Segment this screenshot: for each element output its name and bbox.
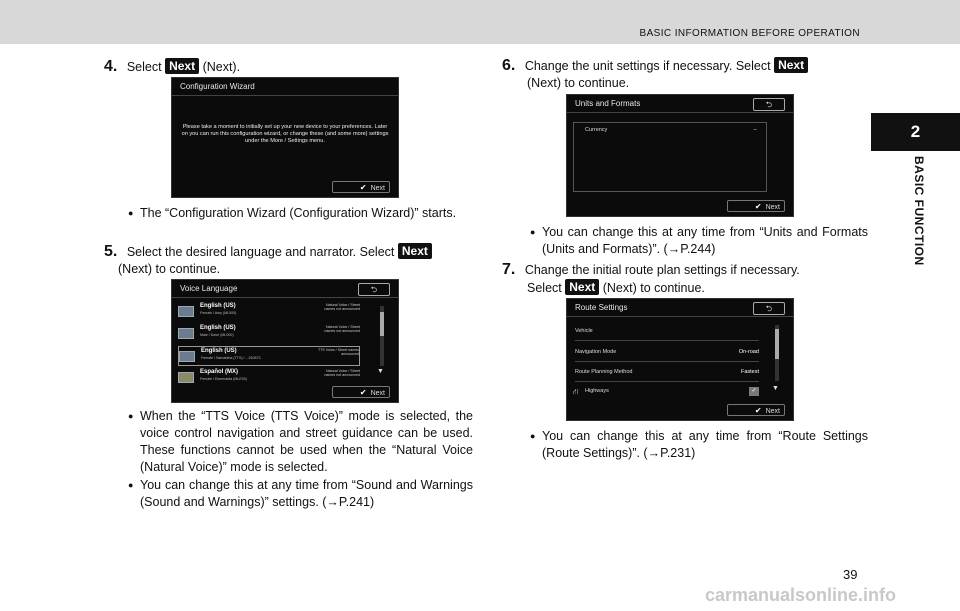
step-text: (Next) to continue.: [602, 281, 705, 295]
language-row-selected[interactable]: [178, 346, 360, 366]
language-row[interactable]: [178, 324, 360, 344]
us-flag-icon: [178, 306, 194, 317]
narrator-detail: Female / Samantha (TTS) / ...240873: [201, 356, 261, 360]
step-text: Select: [126, 60, 162, 74]
setting-label: Highways: [585, 388, 609, 394]
check-icon: ✔: [754, 406, 762, 415]
setting-value: --: [753, 127, 757, 133]
watermark: carmanualsonline.info: [705, 585, 897, 605]
next-button-label: Next: [370, 185, 385, 192]
narrator-detail: Female / Amy (ML000): [200, 311, 237, 315]
step-text: Select the desired language and narrator. Select: [126, 245, 395, 259]
divider: [172, 95, 398, 96]
screen-title: Configuration Wizard: [180, 82, 255, 91]
navigation-mode-row[interactable]: [575, 344, 759, 361]
bullet-item: ● You can change this at any time from “Route Settings (Route Settings)”. (→P.231): [530, 428, 868, 462]
back-arrow-icon: ⮌: [370, 285, 378, 294]
next-button[interactable]: [332, 181, 390, 193]
chapter-tab: 2: [871, 113, 960, 151]
setting-label: Vehicle: [575, 328, 593, 334]
units-formats-screen: [566, 94, 794, 217]
highways-row[interactable]: [573, 383, 759, 400]
highway-icon: ⛙: [573, 387, 579, 396]
highways-checkbox[interactable]: ✓: [749, 387, 759, 396]
bullet-item: ● The “Configuration Wizard (Configuration Wizard)” starts.: [128, 205, 473, 222]
step-text: Select: [527, 281, 562, 295]
voice-type: TTS Voice / Street names announced: [318, 348, 359, 357]
back-arrow-icon: ⮌: [765, 100, 773, 109]
divider: [567, 316, 793, 317]
setting-label: Currency: [585, 127, 608, 133]
language-row[interactable]: [178, 302, 360, 322]
scrollbar-thumb[interactable]: [380, 312, 384, 336]
page-number: 39: [843, 567, 858, 582]
voice-type: Natural Voice / Street names not announced: [324, 303, 360, 312]
next-badge: Next: [165, 58, 199, 74]
vehicle-row[interactable]: [575, 323, 759, 340]
language-name: English (US): [201, 348, 237, 354]
language-name: Español (MX): [200, 369, 239, 375]
step-number: 5.: [104, 243, 118, 260]
wizard-message: Please take a moment to initially set up your new device to your preferences. Later on you can run this configuration wizard, or change these (and some more) settings under the More / Settings menu.: [181, 124, 389, 144]
setting-value: On-road: [738, 349, 759, 355]
row-divider: [575, 361, 759, 362]
setting-label: Route Planning Method: [575, 369, 633, 375]
next-badge: Next: [774, 57, 808, 73]
step-6-cont: (Next) to continue.: [527, 76, 630, 90]
back-button[interactable]: [753, 98, 785, 111]
page-header-title: BASIC INFORMATION BEFORE OPERATION: [639, 28, 860, 39]
back-button[interactable]: [358, 283, 390, 296]
step-number: 6.: [502, 57, 516, 74]
scroll-down-icon[interactable]: ▼: [772, 385, 779, 392]
back-arrow-icon: ⮌: [765, 304, 773, 313]
divider: [172, 297, 398, 298]
bullet-item: ● You can change this at any time from “Sound and Warnings (Sound and Warnings)” settings. (→P.241): [128, 477, 473, 511]
route-settings-screen: [566, 298, 794, 421]
row-divider: [575, 340, 759, 341]
narrator-detail: Male / Dave (ML000): [200, 333, 234, 337]
screen-title: Route Settings: [575, 303, 628, 312]
voice-language-screen: [171, 279, 399, 403]
narrator-detail: Female / Esmeralda (MLE00): [200, 377, 247, 381]
scrollbar-thumb[interactable]: [775, 329, 779, 359]
check-icon: ✔: [359, 388, 367, 397]
row-divider: [575, 381, 759, 382]
next-button[interactable]: [727, 200, 785, 212]
divider: [567, 112, 793, 113]
next-button[interactable]: [332, 386, 390, 398]
next-button-label: Next: [370, 390, 385, 397]
next-badge: Next: [398, 243, 432, 259]
bullet-item: ● When the “TTS Voice (TTS Voice)” mode is selected, the voice control navigation and street guidance can be used. These functions cannot be used when the “Natural Voice (Natural Voice)” mode is selected.: [128, 408, 473, 476]
setting-value: Fastest: [740, 369, 759, 375]
step-number: 4.: [104, 58, 118, 75]
configuration-wizard-screen: [171, 77, 399, 198]
next-badge: Next: [565, 279, 599, 295]
currency-row[interactable]: [585, 122, 757, 139]
us-flag-icon: [178, 328, 194, 339]
mx-flag-icon: [178, 372, 194, 383]
language-name: English (US): [200, 325, 236, 331]
bullet-item: ● You can change this at any time from “Units and Formats (Units and Formats)”. (→P.244): [530, 224, 868, 258]
language-name: English (US): [200, 303, 236, 309]
chapter-label: BASIC FUNCTION: [912, 156, 926, 266]
route-planning-method-row[interactable]: [575, 364, 759, 381]
us-flag-icon: [179, 351, 195, 362]
screen-title: Units and Formats: [575, 99, 641, 108]
voice-type: Natural Voice / Street names not announced: [324, 369, 360, 378]
back-button[interactable]: [753, 302, 785, 315]
screen-title: Voice Language: [180, 284, 238, 293]
step-5: [104, 243, 464, 261]
step-text: (Next).: [202, 60, 241, 74]
scroll-down-icon[interactable]: ▼: [377, 368, 384, 375]
next-button-label: Next: [765, 408, 780, 415]
step-4: [104, 58, 474, 76]
step-6: [502, 57, 862, 75]
step-5-cont: (Next) to continue.: [118, 262, 221, 276]
check-icon: ✔: [754, 202, 762, 211]
next-button[interactable]: [727, 404, 785, 416]
step-text: Change the unit settings if necessary. Select: [524, 59, 771, 73]
language-row[interactable]: [178, 368, 360, 388]
check-icon: ✔: [359, 183, 367, 192]
step-7: [502, 261, 862, 279]
step-7-cont: [527, 279, 857, 297]
next-button-label: Next: [765, 204, 780, 211]
voice-type: Natural Voice / Street names not announced: [324, 325, 360, 334]
step-number: 7.: [502, 261, 516, 278]
setting-label: Navigation Mode: [575, 349, 617, 355]
step-text: Change the initial route plan settings if necessary.: [524, 263, 800, 277]
